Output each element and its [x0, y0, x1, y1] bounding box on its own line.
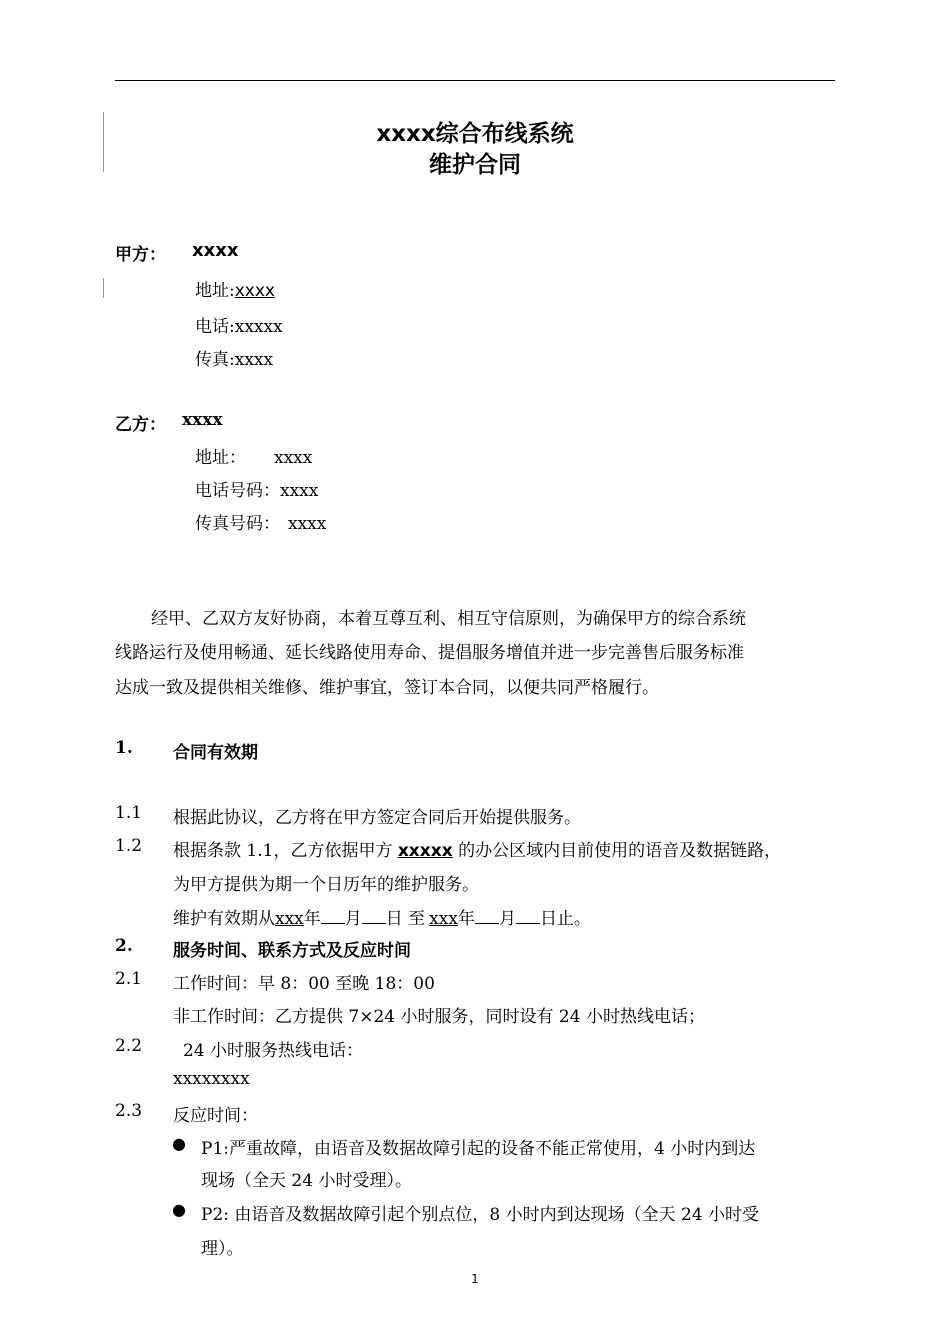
doc-subtitle: 维护合同	[429, 152, 521, 178]
clause-number: 1.2	[115, 836, 143, 856]
doc-title: xxxx综合布线系统	[376, 121, 574, 147]
party-b-phone: 电话号码：xxxx	[195, 481, 319, 501]
party-a-label: 甲方：	[115, 245, 166, 265]
party-a-fax: 传真:xxxx	[195, 350, 274, 370]
clause-number: 2.3	[115, 1101, 143, 1121]
intro-line: 经甲、乙双方友好协商，本着互尊互利、相互守信原则，为确保甲方的综合系统	[151, 609, 746, 629]
clause-text: 工作时间：早 8：00 至晚 18：00	[173, 974, 435, 994]
section-number: 1.	[115, 738, 133, 758]
clause-text: 反应时间：	[173, 1106, 258, 1126]
margin-mark	[103, 278, 104, 298]
party-b-fax: 传真号码： xxxx	[195, 514, 327, 534]
intro-line: 达成一致及提供相关维修、维护事宜，签订本合同，以便共同严格履行。	[115, 678, 659, 698]
clause-number: 2.1	[115, 969, 143, 989]
bullet-text: P2: 由语音及数据故障引起个别点位，8 小时内到达现场（全天 24 小时受	[201, 1205, 760, 1225]
bullet-text: P1:严重故障，由语音及数据故障引起的设备不能正常使用，4 小时内到达	[201, 1139, 756, 1159]
clause-text: 为甲方提供为期一个日历年的维护服务。	[173, 875, 479, 895]
section-title: 服务时间、联系方式及反应时间	[173, 941, 411, 961]
clause-text: 根据条款 1.1，乙方依据甲方 xxxxx 的办公区域内目前使用的语音及数据链路，	[173, 841, 782, 861]
clause-text: 非工作时间：乙方提供 7×24 小时服务，同时设有 24 小时热线电话；	[173, 1007, 705, 1027]
validity-period: 维护有效期从xxx年 月 日 至 xxx年 月 日止。	[173, 909, 591, 929]
page-number: 1	[471, 1272, 479, 1286]
party-a-address: 地址:xxxx	[195, 281, 275, 301]
party-b-name: xxxx	[182, 410, 223, 430]
section-title: 合同有效期	[173, 743, 258, 763]
party-b-address: 地址： xxxx	[195, 448, 313, 468]
clause-text: 根据此协议，乙方将在甲方签定合同后开始提供服务。	[173, 808, 581, 828]
party-a-phone: 电话:xxxxx	[195, 317, 283, 337]
bullet-text: 理）。	[201, 1239, 244, 1259]
clause-number: 1.1	[115, 803, 143, 823]
bullet-dot-icon: ●	[172, 1200, 186, 1219]
clause-text: 24 小时服务热线电话：	[183, 1041, 364, 1061]
party-b-label: 乙方：	[115, 415, 166, 435]
bullet-text: 现场（全天 24 小时受理）。	[201, 1171, 412, 1191]
clause-number: 2.2	[115, 1036, 143, 1056]
party-a-name: xxxx	[192, 240, 239, 261]
header-rule	[115, 80, 835, 81]
section-number: 2.	[115, 936, 133, 956]
hotline-number: xxxxxxxx	[173, 1069, 250, 1089]
intro-line: 线路运行及使用畅通、延长线路使用寿命、提倡服务增值并进一步完善售后服务标准	[115, 643, 744, 663]
bullet-dot-icon: ●	[172, 1134, 186, 1153]
